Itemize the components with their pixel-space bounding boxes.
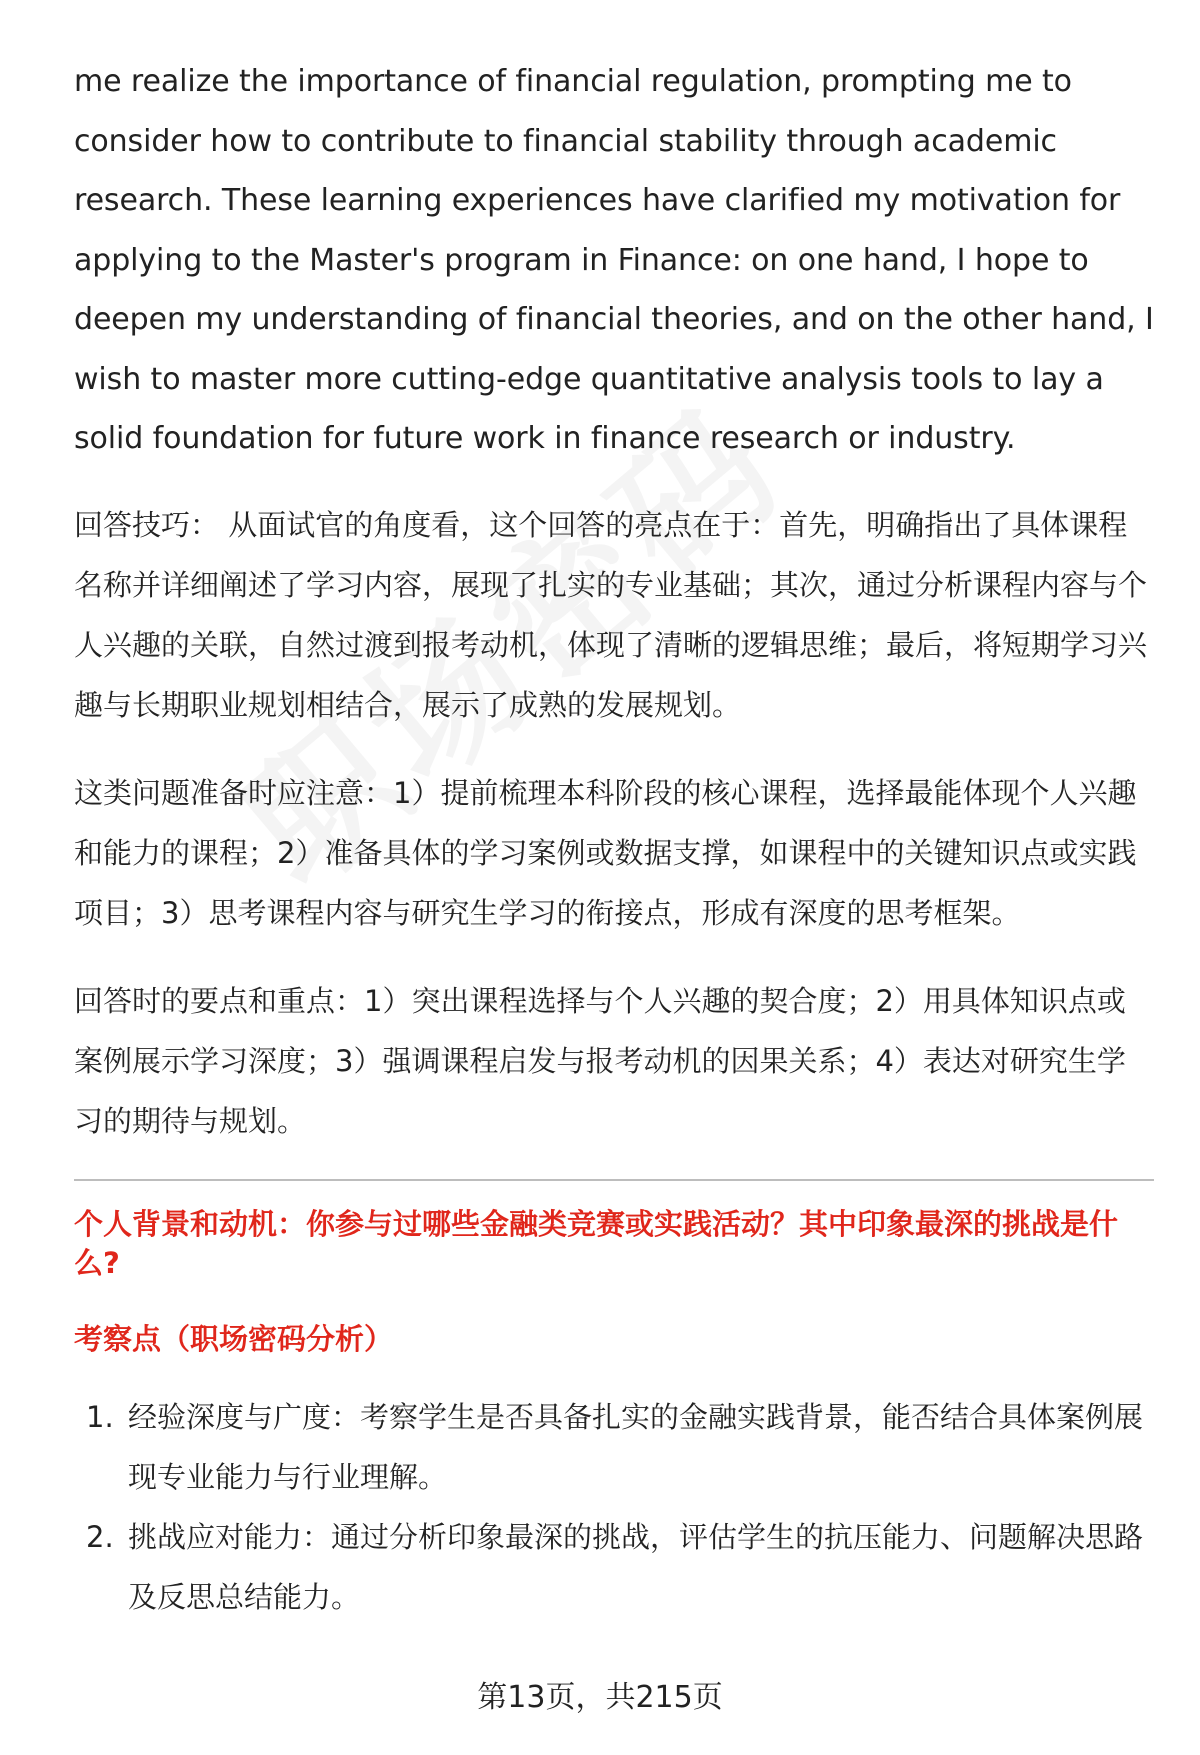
list-item — [74, 1387, 1154, 1507]
list-item-number: 2. — [86, 1519, 114, 1554]
key-points-paragraph: 回答时的要点和重点：1）突出课程选择与个人兴趣的契合度；2）用具体知识点或案例展示学习深度；3）强调课程启发与报考动机的因果关系；4）表达对研究生学习的期待与规划。 — [74, 983, 1126, 1138]
answer-paragraph-en: me realize the importance of financial regulation, prompting me to consider how to contribute to financial stability through academic research. These learning experiences have clarified my motivation for applying to the Master's program in Finance: on one hand, I hope to deepen my understanding of financial theories, and on the other hand, I wish to master more cutting-edge quantitative analysis tools to lay a solid foundation for future work in finance research or industry. — [74, 64, 1154, 456]
list-item — [74, 1507, 1154, 1627]
assessment-title: 考察点（职场密码分析） — [74, 1321, 394, 1356]
list-item-text: 经验深度与广度：考察学生是否具备扎实的金融实践背景，能否结合具体案例展现专业能力与行业理解。 — [128, 1399, 1144, 1494]
assessment-list — [74, 1387, 1154, 1627]
section-divider — [74, 1179, 1154, 1181]
answer-tips-paragraph: 回答技巧： 从面试官的角度看，这个回答的亮点在于：首先，明确指出了具体课程名称并详细阐述了学习内容，展现了扎实的专业基础；其次，通过分析课程内容与个人兴趣的关联，自然过渡到报考动机，体现了清晰的逻辑思维；最后，将短期学习兴趣与长期职业规划相结合，展示了成熟的发展规划。 — [74, 507, 1148, 722]
list-item-number: 1. — [86, 1399, 114, 1434]
list-item-text: 挑战应对能力：通过分析印象最深的挑战，评估学生的抗压能力、问题解决思路及反思总结能力。 — [128, 1519, 1144, 1614]
page-number-footer: 第13页，共215页 — [477, 1680, 723, 1715]
page-content — [74, 52, 1154, 1627]
question-heading: 个人背景和动机：你参与过哪些金融类竞赛或实践活动？其中印象最深的挑战是什么? — [74, 1206, 1119, 1280]
preparation-paragraph: 这类问题准备时应注意：1）提前梳理本科阶段的核心课程，选择最能体现个人兴趣和能力的课程；2）准备具体的学习案例或数据支撑，如课程中的关键知识点或实践项目；3）思考课程内容与研究生学习的衔接点，形成有深度的思考框架。 — [74, 775, 1137, 930]
